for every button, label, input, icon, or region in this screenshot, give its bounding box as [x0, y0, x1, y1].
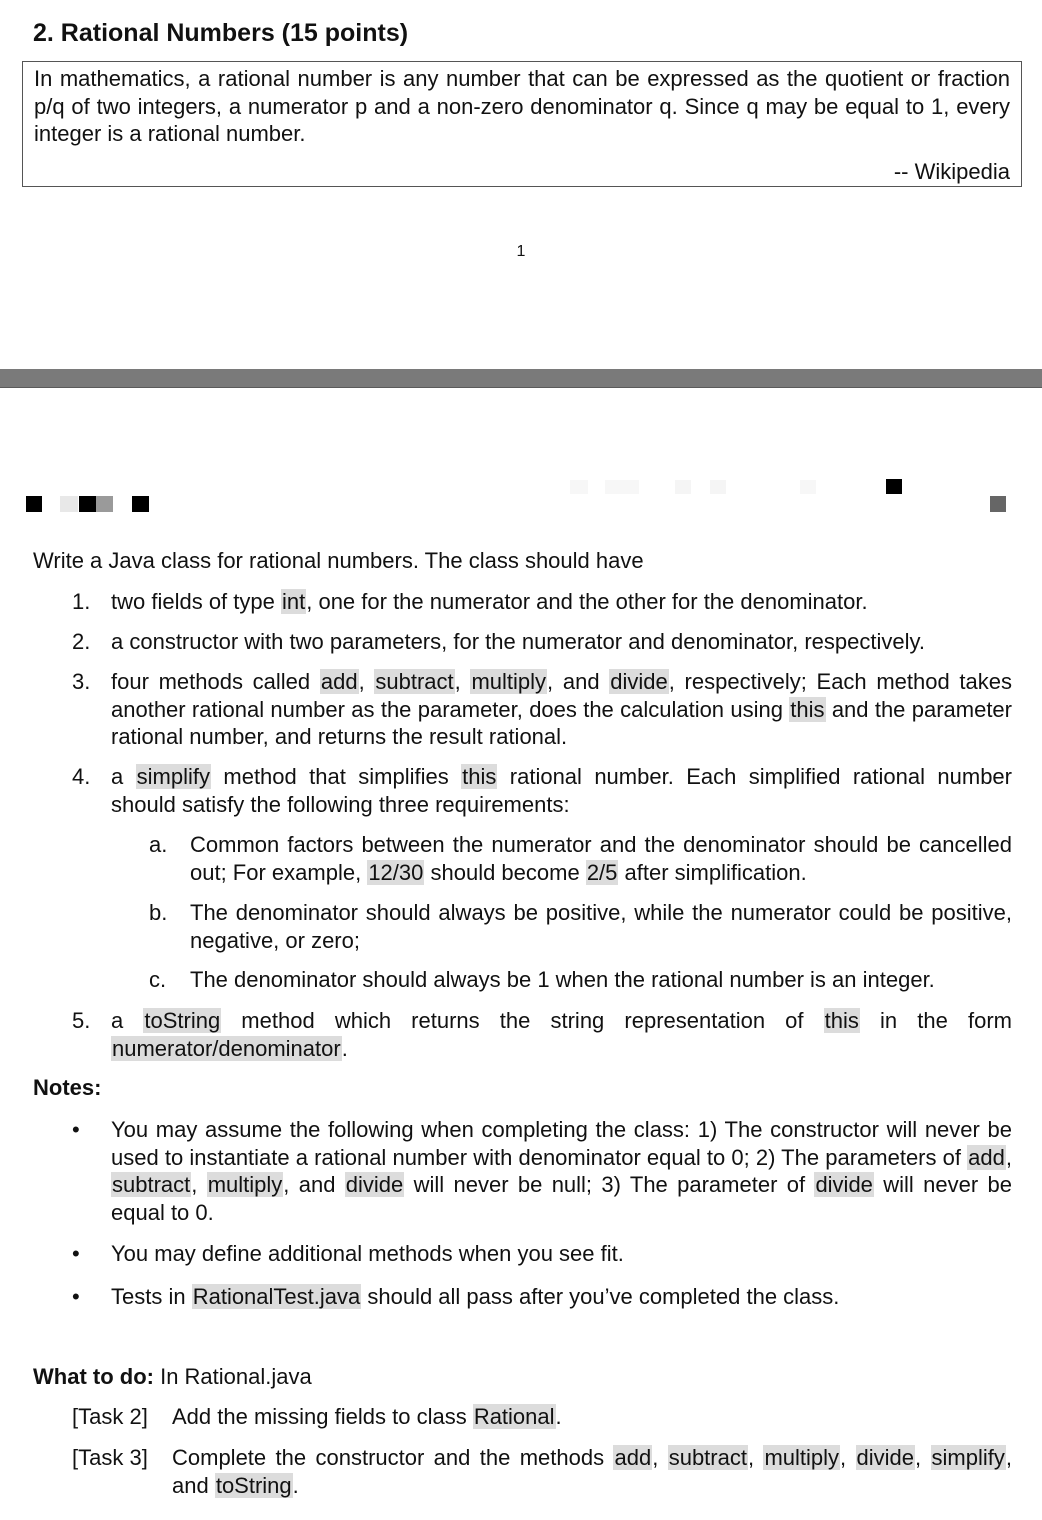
- subitem-letter: c.: [149, 967, 167, 992]
- item-number: 5.: [72, 1008, 91, 1033]
- code-term: this: [462, 764, 497, 789]
- requirement-item-2: [72, 628, 1012, 656]
- notes-heading: Notes:: [33, 1075, 102, 1100]
- note-text: You may define additional methods when you see fit.: [111, 1241, 624, 1266]
- page-separator: [0, 369, 1042, 388]
- what-to-do-label: What to do:: [33, 1364, 154, 1389]
- bullet-icon: •: [72, 1241, 80, 1266]
- code-term: 2/5: [586, 859, 618, 885]
- item-number: 2.: [72, 629, 91, 654]
- task-text: Complete the constructor and the methods add, subtract, multiply, divide, simplify, and toString.: [172, 1445, 1012, 1498]
- item-number: 4.: [72, 764, 91, 789]
- subitem-text: The denominator should always be positive, while the numerator could be positive, negative, or zero;: [190, 900, 1012, 953]
- section-heading: 2. Rational Numbers (15 points): [33, 19, 409, 47]
- code-term: toString: [215, 1472, 292, 1498]
- item-number: 1.: [72, 589, 91, 614]
- note-item: [72, 1240, 1012, 1268]
- code-term: divide: [345, 1172, 404, 1197]
- code-term: add: [968, 1144, 1005, 1170]
- item-text: two fields of type int, one for the numerator and the other for the denominator.: [111, 589, 868, 614]
- item-text: four methods called add, subtract, multiply, and divide, respectively; Each method takes another rational number as the parameter, does the calculation using this and the parameter rational number, and returns the result rational.: [111, 669, 1013, 749]
- code-term: add: [614, 1445, 652, 1470]
- code-term: multiply: [471, 669, 547, 694]
- requirement-subitem-c: [149, 966, 1012, 994]
- note-text: Tests in RationalTest.java should all pass after you’ve completed the class.: [111, 1284, 840, 1309]
- requirement-subitem-b: [149, 899, 1012, 954]
- task-text: Add the missing fields to class Rational.: [172, 1404, 562, 1429]
- code-term: numerator/denominator: [112, 1035, 341, 1061]
- note-text: You may assume the following when completing the class: 1) The constructor will never be used to instantiate a rational number with denominator equal to 0; 2) The parameters of add, subtract, multiply, and divide will never be null; 3) The parameter of divide will never be equal to 0.: [111, 1117, 1012, 1225]
- code-term: subtract: [375, 669, 454, 694]
- item-number: 3.: [72, 669, 91, 694]
- bullet-icon: •: [72, 1117, 80, 1142]
- code-term: toString: [144, 1008, 221, 1033]
- code-term: subtract: [112, 1172, 191, 1197]
- note-item: [72, 1116, 1012, 1226]
- code-term: multiply: [207, 1172, 283, 1197]
- task-item-2: [72, 1403, 1012, 1431]
- code-term: this: [824, 1008, 859, 1033]
- code-term: divide: [815, 1172, 873, 1197]
- intro-text: Write a Java class for rational numbers. The class should have: [33, 548, 644, 573]
- quote-source: -- Wikipedia: [893, 158, 1010, 184]
- what-to-do-text: In Rational.java: [153, 1364, 312, 1389]
- item-text: a simplify method that simplifies this rational number. Each simplified rational number should satisfy the following three requirements:: [111, 764, 1012, 817]
- item-text: a toString method which returns the string representation of this in the form numerator/denominator.: [111, 1008, 1012, 1061]
- subitem-text: The denominator should always be 1 when the rational number is an integer.: [190, 967, 935, 992]
- code-term: int: [281, 589, 306, 614]
- requirement-item-1: [72, 588, 1012, 616]
- task-label: [Task 2]: [72, 1404, 148, 1429]
- subitem-text: Common factors between the numerator and the denominator should be cancelled out; For example, 12/30 should become 2/5 after simplification.: [190, 832, 1012, 885]
- code-term: Rational: [473, 1404, 555, 1429]
- quote-text: In mathematics, a rational number is any number that can be expressed as the quotient or fraction p/q of two integers, a numerator p and a non-zero denominator q. Since q may be equal to 1, every integer is a rational number.: [34, 66, 1010, 146]
- task-item-3: [72, 1444, 1012, 1499]
- page-number: 1: [516, 243, 526, 260]
- code-term: simplify: [931, 1445, 1005, 1470]
- note-item: [72, 1283, 1012, 1311]
- code-term: RationalTest.java: [192, 1284, 361, 1309]
- task-label: [Task 3]: [72, 1445, 148, 1470]
- what-to-do: [33, 1363, 312, 1391]
- code-term: this: [790, 696, 825, 722]
- quote-box: [22, 61, 1022, 187]
- requirement-item-3: [72, 668, 1012, 751]
- item-text: a constructor with two parameters, for the numerator and denominator, respectively.: [111, 629, 925, 654]
- requirement-item-4: [72, 763, 1012, 818]
- requirement-subitem-a: [149, 831, 1012, 886]
- code-term: subtract: [668, 1445, 747, 1470]
- code-term: 12/30: [368, 859, 424, 885]
- subitem-letter: b.: [149, 900, 168, 925]
- code-term: simplify: [136, 764, 210, 789]
- code-term: multiply: [764, 1445, 840, 1470]
- code-term: divide: [856, 1445, 915, 1470]
- requirement-item-5: [72, 1007, 1012, 1062]
- bullet-icon: •: [72, 1284, 80, 1309]
- subitem-letter: a.: [149, 832, 168, 857]
- code-term: divide: [610, 669, 668, 694]
- code-term: add: [320, 669, 358, 694]
